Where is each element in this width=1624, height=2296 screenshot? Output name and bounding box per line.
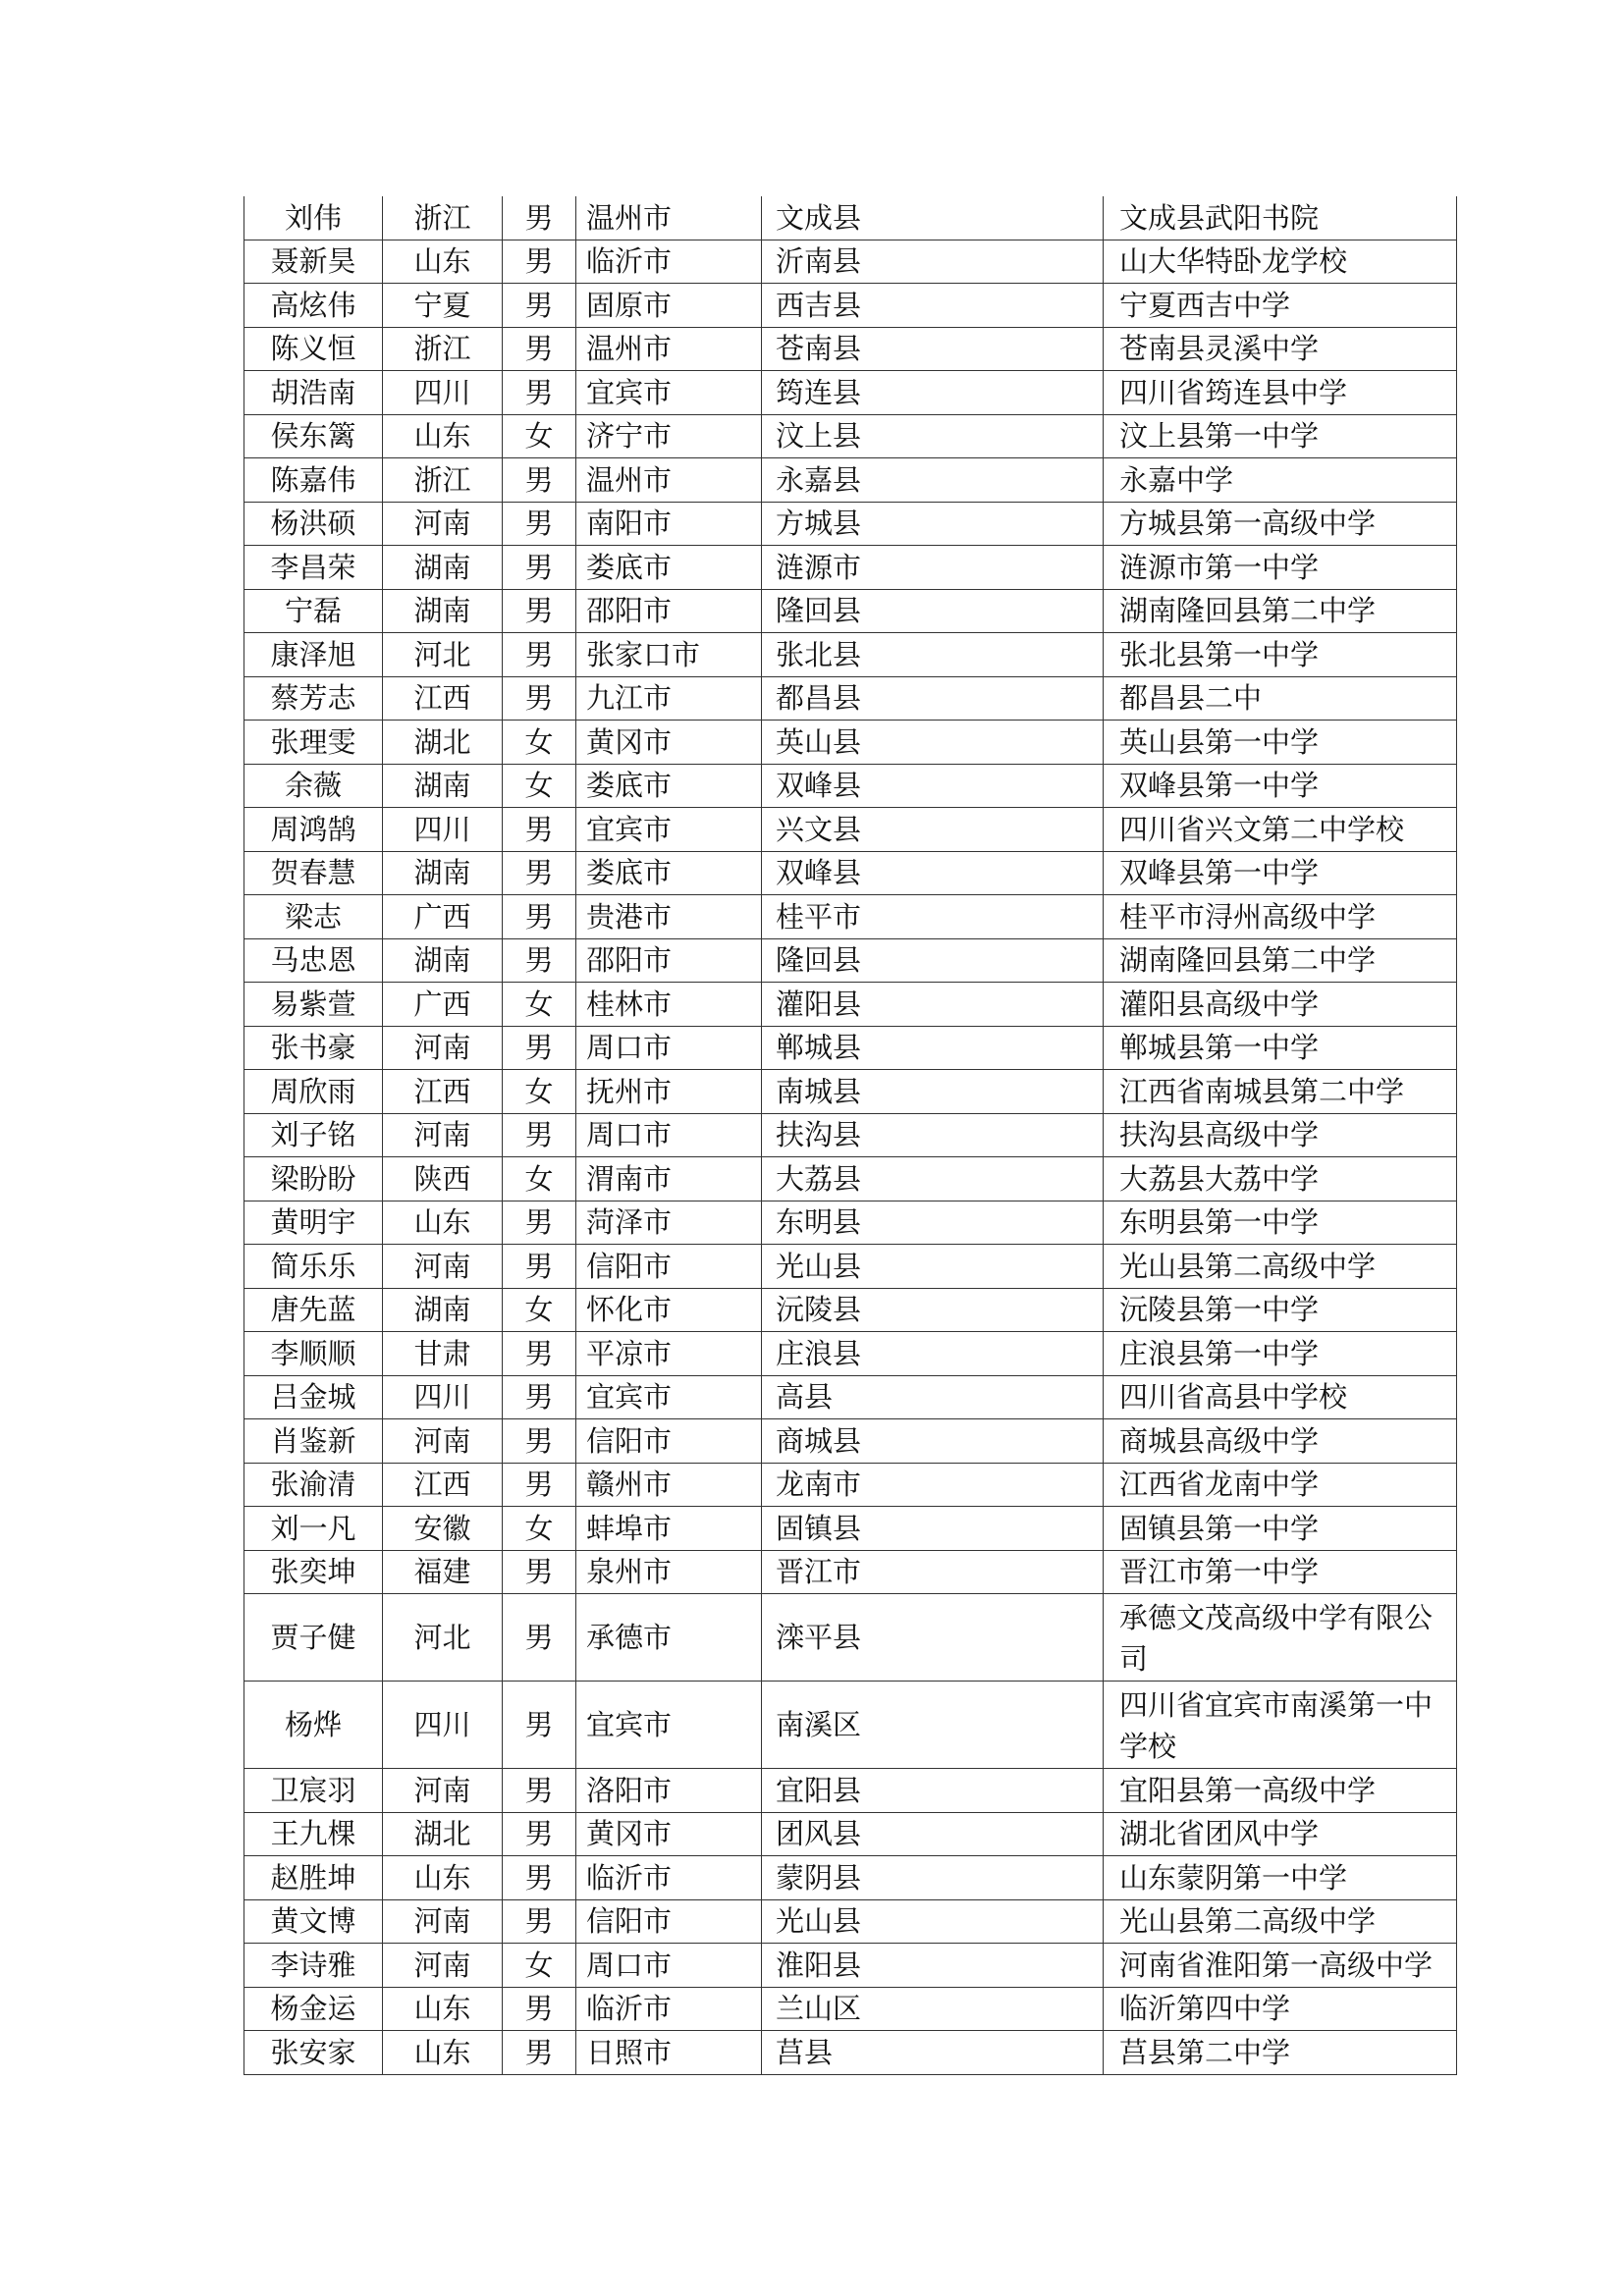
table-row bbox=[244, 1288, 1457, 1332]
school-cell: 东明县第一中学 bbox=[1104, 1201, 1457, 1245]
province-cell: 河南 bbox=[383, 1245, 503, 1289]
table-row bbox=[244, 1594, 1457, 1682]
province-cell: 河南 bbox=[383, 1944, 503, 1988]
student-name-cell: 高炫伟 bbox=[244, 284, 383, 328]
gender-cell: 男 bbox=[503, 589, 576, 633]
table-row bbox=[244, 1899, 1457, 1944]
gender-cell: 男 bbox=[503, 196, 576, 240]
county-cell: 英山县 bbox=[762, 721, 1104, 765]
county-cell: 都昌县 bbox=[762, 676, 1104, 721]
county-cell: 蒙阴县 bbox=[762, 1856, 1104, 1900]
city-cell: 信阳市 bbox=[576, 1419, 762, 1464]
city-cell: 洛阳市 bbox=[576, 1769, 762, 1813]
city-cell: 平凉市 bbox=[576, 1332, 762, 1376]
gender-cell: 男 bbox=[503, 1812, 576, 1856]
school-cell: 固镇县第一中学 bbox=[1104, 1507, 1457, 1551]
student-name-cell: 张理雯 bbox=[244, 721, 383, 765]
gender-cell: 男 bbox=[503, 1375, 576, 1419]
student-name-cell: 刘一凡 bbox=[244, 1507, 383, 1551]
table-row bbox=[244, 764, 1457, 808]
city-cell: 怀化市 bbox=[576, 1288, 762, 1332]
gender-cell: 女 bbox=[503, 1507, 576, 1551]
county-cell: 晋江市 bbox=[762, 1550, 1104, 1594]
student-name-cell: 刘伟 bbox=[244, 196, 383, 240]
county-cell: 苍南县 bbox=[762, 327, 1104, 371]
province-cell: 甘肃 bbox=[383, 1332, 503, 1376]
province-cell: 江西 bbox=[383, 1070, 503, 1114]
table-row bbox=[244, 1682, 1457, 1769]
student-name-cell: 杨烨 bbox=[244, 1682, 383, 1769]
gender-cell: 男 bbox=[503, 676, 576, 721]
school-cell: 四川省宜宾市南溪第一中学校 bbox=[1104, 1682, 1457, 1769]
province-cell: 河南 bbox=[383, 1026, 503, 1070]
table-row bbox=[244, 414, 1457, 458]
school-cell: 湖南隆回县第二中学 bbox=[1104, 589, 1457, 633]
student-name-cell: 张书豪 bbox=[244, 1026, 383, 1070]
school-cell: 沅陵县第一中学 bbox=[1104, 1288, 1457, 1332]
student-name-cell: 梁盼盼 bbox=[244, 1157, 383, 1201]
province-cell: 四川 bbox=[383, 371, 503, 415]
school-cell: 江西省龙南中学 bbox=[1104, 1463, 1457, 1507]
province-cell: 浙江 bbox=[383, 196, 503, 240]
school-cell: 郸城县第一中学 bbox=[1104, 1026, 1457, 1070]
county-cell: 兰山区 bbox=[762, 1987, 1104, 2031]
student-name-cell: 王九棵 bbox=[244, 1812, 383, 1856]
student-name-cell: 李顺顺 bbox=[244, 1332, 383, 1376]
school-cell: 桂平市浔州高级中学 bbox=[1104, 895, 1457, 939]
county-cell: 高县 bbox=[762, 1375, 1104, 1419]
table-row bbox=[244, 589, 1457, 633]
table-row bbox=[244, 1157, 1457, 1201]
county-cell: 沂南县 bbox=[762, 240, 1104, 284]
county-cell: 隆回县 bbox=[762, 938, 1104, 983]
table-row bbox=[244, 1507, 1457, 1551]
province-cell: 山东 bbox=[383, 1987, 503, 2031]
county-cell: 筠连县 bbox=[762, 371, 1104, 415]
gender-cell: 男 bbox=[503, 1856, 576, 1900]
school-cell: 灌阳县高级中学 bbox=[1104, 983, 1457, 1027]
table-row bbox=[244, 1201, 1457, 1245]
school-cell: 张北县第一中学 bbox=[1104, 633, 1457, 677]
school-cell: 涟源市第一中学 bbox=[1104, 546, 1457, 590]
school-cell: 苍南县灵溪中学 bbox=[1104, 327, 1457, 371]
province-cell: 山东 bbox=[383, 1856, 503, 1900]
gender-cell: 男 bbox=[503, 1769, 576, 1813]
roster-body bbox=[244, 196, 1457, 2074]
gender-cell: 男 bbox=[503, 1987, 576, 2031]
school-cell: 四川省筠连县中学 bbox=[1104, 371, 1457, 415]
table-row bbox=[244, 1769, 1457, 1813]
city-cell: 黄冈市 bbox=[576, 721, 762, 765]
student-name-cell: 马忠恩 bbox=[244, 938, 383, 983]
county-cell: 东明县 bbox=[762, 1201, 1104, 1245]
city-cell: 贵港市 bbox=[576, 895, 762, 939]
county-cell: 商城县 bbox=[762, 1419, 1104, 1464]
student-name-cell: 黄文博 bbox=[244, 1899, 383, 1944]
gender-cell: 女 bbox=[503, 721, 576, 765]
table-row bbox=[244, 633, 1457, 677]
county-cell: 团风县 bbox=[762, 1812, 1104, 1856]
gender-cell: 女 bbox=[503, 1288, 576, 1332]
school-cell: 双峰县第一中学 bbox=[1104, 851, 1457, 895]
table-row bbox=[244, 1550, 1457, 1594]
gender-cell: 男 bbox=[503, 938, 576, 983]
student-name-cell: 周鸿鹄 bbox=[244, 808, 383, 852]
province-cell: 四川 bbox=[383, 808, 503, 852]
county-cell: 南溪区 bbox=[762, 1682, 1104, 1769]
province-cell: 湖南 bbox=[383, 1288, 503, 1332]
school-cell: 文成县武阳书院 bbox=[1104, 196, 1457, 240]
county-cell: 庄浪县 bbox=[762, 1332, 1104, 1376]
county-cell: 光山县 bbox=[762, 1245, 1104, 1289]
province-cell: 河南 bbox=[383, 1113, 503, 1157]
county-cell: 汶上县 bbox=[762, 414, 1104, 458]
city-cell: 温州市 bbox=[576, 196, 762, 240]
school-cell: 方城县第一高级中学 bbox=[1104, 502, 1457, 546]
student-name-cell: 张奕坤 bbox=[244, 1550, 383, 1594]
student-name-cell: 蔡芳志 bbox=[244, 676, 383, 721]
student-name-cell: 周欣雨 bbox=[244, 1070, 383, 1114]
student-name-cell: 康泽旭 bbox=[244, 633, 383, 677]
table-row bbox=[244, 983, 1457, 1027]
student-name-cell: 陈嘉伟 bbox=[244, 458, 383, 503]
county-cell: 永嘉县 bbox=[762, 458, 1104, 503]
school-cell: 光山县第二高级中学 bbox=[1104, 1245, 1457, 1289]
city-cell: 赣州市 bbox=[576, 1463, 762, 1507]
county-cell: 大荔县 bbox=[762, 1157, 1104, 1201]
table-row bbox=[244, 1856, 1457, 1900]
city-cell: 临沂市 bbox=[576, 1856, 762, 1900]
table-row bbox=[244, 938, 1457, 983]
county-cell: 西吉县 bbox=[762, 284, 1104, 328]
table-row bbox=[244, 327, 1457, 371]
city-cell: 温州市 bbox=[576, 327, 762, 371]
school-cell: 大荔县大荔中学 bbox=[1104, 1157, 1457, 1201]
county-cell: 固镇县 bbox=[762, 1507, 1104, 1551]
student-name-cell: 吕金城 bbox=[244, 1375, 383, 1419]
city-cell: 济宁市 bbox=[576, 414, 762, 458]
province-cell: 陕西 bbox=[383, 1157, 503, 1201]
table-row bbox=[244, 1070, 1457, 1114]
city-cell: 固原市 bbox=[576, 284, 762, 328]
student-name-cell: 余薇 bbox=[244, 764, 383, 808]
school-cell: 湖北省团风中学 bbox=[1104, 1812, 1457, 1856]
county-cell: 双峰县 bbox=[762, 764, 1104, 808]
school-cell: 双峰县第一中学 bbox=[1104, 764, 1457, 808]
county-cell: 郸城县 bbox=[762, 1026, 1104, 1070]
gender-cell: 男 bbox=[503, 1682, 576, 1769]
province-cell: 四川 bbox=[383, 1682, 503, 1769]
county-cell: 双峰县 bbox=[762, 851, 1104, 895]
student-name-cell: 唐先蓝 bbox=[244, 1288, 383, 1332]
table-row bbox=[244, 196, 1457, 240]
school-cell: 山东蒙阴第一中学 bbox=[1104, 1856, 1457, 1900]
school-cell: 扶沟县高级中学 bbox=[1104, 1113, 1457, 1157]
school-cell: 永嘉中学 bbox=[1104, 458, 1457, 503]
school-cell: 晋江市第一中学 bbox=[1104, 1550, 1457, 1594]
province-cell: 河南 bbox=[383, 502, 503, 546]
county-cell: 莒县 bbox=[762, 2031, 1104, 2075]
gender-cell: 男 bbox=[503, 1463, 576, 1507]
gender-cell: 男 bbox=[503, 284, 576, 328]
city-cell: 黄冈市 bbox=[576, 1812, 762, 1856]
gender-cell: 男 bbox=[503, 1201, 576, 1245]
county-cell: 兴文县 bbox=[762, 808, 1104, 852]
table-row bbox=[244, 1113, 1457, 1157]
school-cell: 江西省南城县第二中学 bbox=[1104, 1070, 1457, 1114]
school-cell: 临沂第四中学 bbox=[1104, 1987, 1457, 2031]
city-cell: 临沂市 bbox=[576, 1987, 762, 2031]
province-cell: 四川 bbox=[383, 1375, 503, 1419]
student-name-cell: 贺春慧 bbox=[244, 851, 383, 895]
city-cell: 宜宾市 bbox=[576, 1682, 762, 1769]
province-cell: 湖南 bbox=[383, 764, 503, 808]
county-cell: 灌阳县 bbox=[762, 983, 1104, 1027]
school-cell: 庄浪县第一中学 bbox=[1104, 1332, 1457, 1376]
student-name-cell: 胡浩南 bbox=[244, 371, 383, 415]
gender-cell: 女 bbox=[503, 1157, 576, 1201]
student-name-cell: 李昌荣 bbox=[244, 546, 383, 590]
province-cell: 河南 bbox=[383, 1419, 503, 1464]
table-row bbox=[244, 1419, 1457, 1464]
school-cell: 宁夏西吉中学 bbox=[1104, 284, 1457, 328]
student-name-cell: 贾子健 bbox=[244, 1594, 383, 1682]
city-cell: 临沂市 bbox=[576, 240, 762, 284]
school-cell: 河南省淮阳第一高级中学 bbox=[1104, 1944, 1457, 1988]
table-row bbox=[244, 1245, 1457, 1289]
table-row bbox=[244, 851, 1457, 895]
school-cell: 四川省高县中学校 bbox=[1104, 1375, 1457, 1419]
table-row bbox=[244, 1463, 1457, 1507]
city-cell: 九江市 bbox=[576, 676, 762, 721]
gender-cell: 男 bbox=[503, 1594, 576, 1682]
county-cell: 沅陵县 bbox=[762, 1288, 1104, 1332]
province-cell: 广西 bbox=[383, 895, 503, 939]
city-cell: 娄底市 bbox=[576, 546, 762, 590]
student-name-cell: 卫宸羽 bbox=[244, 1769, 383, 1813]
student-name-cell: 张渝清 bbox=[244, 1463, 383, 1507]
province-cell: 广西 bbox=[383, 983, 503, 1027]
city-cell: 日照市 bbox=[576, 2031, 762, 2075]
gender-cell: 男 bbox=[503, 546, 576, 590]
table-row bbox=[244, 1026, 1457, 1070]
school-cell: 山大华特卧龙学校 bbox=[1104, 240, 1457, 284]
table-row bbox=[244, 2031, 1457, 2075]
county-cell: 文成县 bbox=[762, 196, 1104, 240]
student-roster-table bbox=[244, 196, 1457, 2075]
city-cell: 温州市 bbox=[576, 458, 762, 503]
city-cell: 张家口市 bbox=[576, 633, 762, 677]
gender-cell: 男 bbox=[503, 1332, 576, 1376]
student-name-cell: 黄明宇 bbox=[244, 1201, 383, 1245]
student-name-cell: 刘子铭 bbox=[244, 1113, 383, 1157]
city-cell: 信阳市 bbox=[576, 1245, 762, 1289]
table-row bbox=[244, 546, 1457, 590]
table-row bbox=[244, 284, 1457, 328]
province-cell: 浙江 bbox=[383, 458, 503, 503]
gender-cell: 男 bbox=[503, 851, 576, 895]
province-cell: 河北 bbox=[383, 633, 503, 677]
gender-cell: 男 bbox=[503, 1245, 576, 1289]
city-cell: 桂林市 bbox=[576, 983, 762, 1027]
county-cell: 滦平县 bbox=[762, 1594, 1104, 1682]
student-name-cell: 赵胜坤 bbox=[244, 1856, 383, 1900]
province-cell: 福建 bbox=[383, 1550, 503, 1594]
county-cell: 光山县 bbox=[762, 1899, 1104, 1944]
county-cell: 南城县 bbox=[762, 1070, 1104, 1114]
city-cell: 宜宾市 bbox=[576, 1375, 762, 1419]
student-name-cell: 聂新昊 bbox=[244, 240, 383, 284]
table-row bbox=[244, 808, 1457, 852]
student-name-cell: 李诗雅 bbox=[244, 1944, 383, 1988]
student-name-cell: 陈义恒 bbox=[244, 327, 383, 371]
student-name-cell: 杨洪硕 bbox=[244, 502, 383, 546]
school-cell: 湖南隆回县第二中学 bbox=[1104, 938, 1457, 983]
county-cell: 宜阳县 bbox=[762, 1769, 1104, 1813]
student-name-cell: 张安家 bbox=[244, 2031, 383, 2075]
city-cell: 周口市 bbox=[576, 1944, 762, 1988]
gender-cell: 男 bbox=[503, 371, 576, 415]
table-row bbox=[244, 240, 1457, 284]
gender-cell: 男 bbox=[503, 2031, 576, 2075]
city-cell: 娄底市 bbox=[576, 851, 762, 895]
gender-cell: 男 bbox=[503, 458, 576, 503]
province-cell: 河北 bbox=[383, 1594, 503, 1682]
city-cell: 周口市 bbox=[576, 1026, 762, 1070]
province-cell: 山东 bbox=[383, 1201, 503, 1245]
province-cell: 湖南 bbox=[383, 851, 503, 895]
school-cell: 四川省兴文第二中学校 bbox=[1104, 808, 1457, 852]
city-cell: 菏泽市 bbox=[576, 1201, 762, 1245]
city-cell: 信阳市 bbox=[576, 1899, 762, 1944]
province-cell: 河南 bbox=[383, 1899, 503, 1944]
gender-cell: 女 bbox=[503, 983, 576, 1027]
table-row bbox=[244, 1332, 1457, 1376]
city-cell: 邵阳市 bbox=[576, 938, 762, 983]
table-row bbox=[244, 1944, 1457, 1988]
table-row bbox=[244, 371, 1457, 415]
student-name-cell: 易紫萱 bbox=[244, 983, 383, 1027]
city-cell: 抚州市 bbox=[576, 1070, 762, 1114]
gender-cell: 男 bbox=[503, 1026, 576, 1070]
table-row bbox=[244, 721, 1457, 765]
student-name-cell: 简乐乐 bbox=[244, 1245, 383, 1289]
county-cell: 淮阳县 bbox=[762, 1944, 1104, 1988]
province-cell: 湖南 bbox=[383, 589, 503, 633]
table-row bbox=[244, 1375, 1457, 1419]
province-cell: 安徽 bbox=[383, 1507, 503, 1551]
student-name-cell: 梁志 bbox=[244, 895, 383, 939]
gender-cell: 女 bbox=[503, 414, 576, 458]
province-cell: 湖北 bbox=[383, 1812, 503, 1856]
city-cell: 南阳市 bbox=[576, 502, 762, 546]
province-cell: 河南 bbox=[383, 1769, 503, 1813]
gender-cell: 男 bbox=[503, 808, 576, 852]
city-cell: 承德市 bbox=[576, 1594, 762, 1682]
city-cell: 邵阳市 bbox=[576, 589, 762, 633]
county-cell: 龙南市 bbox=[762, 1463, 1104, 1507]
city-cell: 渭南市 bbox=[576, 1157, 762, 1201]
province-cell: 江西 bbox=[383, 676, 503, 721]
city-cell: 宜宾市 bbox=[576, 808, 762, 852]
county-cell: 扶沟县 bbox=[762, 1113, 1104, 1157]
student-name-cell: 肖鉴新 bbox=[244, 1419, 383, 1464]
county-cell: 隆回县 bbox=[762, 589, 1104, 633]
gender-cell: 男 bbox=[503, 1899, 576, 1944]
county-cell: 方城县 bbox=[762, 502, 1104, 546]
province-cell: 山东 bbox=[383, 2031, 503, 2075]
city-cell: 娄底市 bbox=[576, 764, 762, 808]
school-cell: 英山县第一中学 bbox=[1104, 721, 1457, 765]
table-row bbox=[244, 1987, 1457, 2031]
school-cell: 承德文茂高级中学有限公司 bbox=[1104, 1594, 1457, 1682]
table-row bbox=[244, 676, 1457, 721]
province-cell: 江西 bbox=[383, 1463, 503, 1507]
gender-cell: 女 bbox=[503, 1070, 576, 1114]
table-row bbox=[244, 458, 1457, 503]
city-cell: 泉州市 bbox=[576, 1550, 762, 1594]
gender-cell: 男 bbox=[503, 1113, 576, 1157]
school-cell: 汶上县第一中学 bbox=[1104, 414, 1457, 458]
school-cell: 都昌县二中 bbox=[1104, 676, 1457, 721]
county-cell: 涟源市 bbox=[762, 546, 1104, 590]
province-cell: 湖北 bbox=[383, 721, 503, 765]
province-cell: 浙江 bbox=[383, 327, 503, 371]
gender-cell: 男 bbox=[503, 240, 576, 284]
gender-cell: 男 bbox=[503, 1550, 576, 1594]
school-cell: 莒县第二中学 bbox=[1104, 2031, 1457, 2075]
gender-cell: 男 bbox=[503, 327, 576, 371]
city-cell: 蚌埠市 bbox=[576, 1507, 762, 1551]
gender-cell: 男 bbox=[503, 633, 576, 677]
table-row bbox=[244, 502, 1457, 546]
province-cell: 宁夏 bbox=[383, 284, 503, 328]
table-row bbox=[244, 1812, 1457, 1856]
student-name-cell: 宁磊 bbox=[244, 589, 383, 633]
county-cell: 桂平市 bbox=[762, 895, 1104, 939]
school-cell: 宜阳县第一高级中学 bbox=[1104, 1769, 1457, 1813]
province-cell: 山东 bbox=[383, 240, 503, 284]
province-cell: 湖南 bbox=[383, 546, 503, 590]
gender-cell: 女 bbox=[503, 1944, 576, 1988]
school-cell: 光山县第二高级中学 bbox=[1104, 1899, 1457, 1944]
county-cell: 张北县 bbox=[762, 633, 1104, 677]
student-name-cell: 杨金运 bbox=[244, 1987, 383, 2031]
student-name-cell: 侯东篱 bbox=[244, 414, 383, 458]
table-row bbox=[244, 895, 1457, 939]
gender-cell: 女 bbox=[503, 764, 576, 808]
gender-cell: 男 bbox=[503, 502, 576, 546]
province-cell: 山东 bbox=[383, 414, 503, 458]
gender-cell: 男 bbox=[503, 1419, 576, 1464]
school-cell: 商城县高级中学 bbox=[1104, 1419, 1457, 1464]
city-cell: 宜宾市 bbox=[576, 371, 762, 415]
gender-cell: 男 bbox=[503, 895, 576, 939]
province-cell: 湖南 bbox=[383, 938, 503, 983]
city-cell: 周口市 bbox=[576, 1113, 762, 1157]
